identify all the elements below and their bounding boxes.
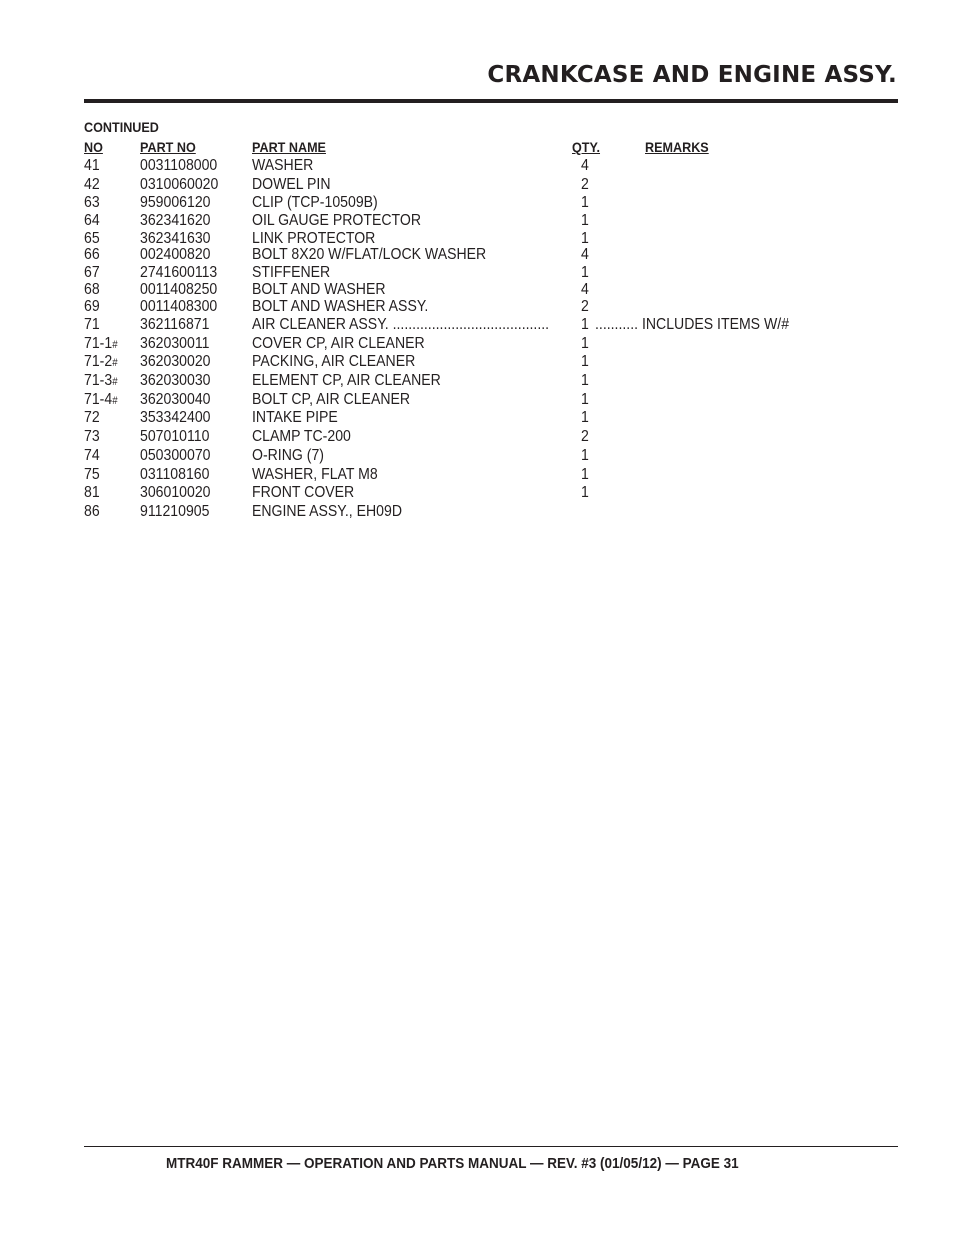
row-qty: 1 [581,212,589,229]
row-no: 72 [84,409,100,426]
row-part-no: 507010110 [140,428,210,445]
row-part-name: OIL GAUGE PROTECTOR [252,212,421,229]
table-row [0,391,954,409]
row-part-name: O-RING (7) [252,447,324,464]
row-part-name: WASHER, FLAT M8 [252,466,378,483]
row-part-name: CLIP (TCP-10509B) [252,194,378,211]
row-part-name: BOLT 8X20 W/FLAT/LOCK WASHER [252,246,487,263]
row-part-no: 0310060020 [140,176,219,193]
row-part-no: 362030030 [140,372,211,389]
table-row [0,503,954,521]
row-part-name: AIR CLEANER ASSY. ........................................ [252,316,550,333]
row-remarks: ........... INCLUDES ITEMS W/# [595,316,790,333]
table-row [0,264,954,282]
row-no: 73 [84,428,100,445]
row-part-no: 362341630 [140,230,211,247]
row-part-no: 0011408300 [140,298,218,315]
column-header-part-name: PART NAME [252,139,326,155]
row-no: 64 [84,212,100,229]
row-qty: 1 [581,484,589,501]
table-row [0,409,954,427]
row-no: 71 [84,316,100,333]
row-qty: 1 [581,466,589,483]
row-part-name: COVER CP, AIR CLEANER [252,335,425,352]
row-no-suffix: # [112,395,118,407]
row-part-no: 002400820 [140,246,211,263]
row-part-name: BOLT AND WASHER ASSY. [252,298,429,315]
row-part-name: INTAKE PIPE [252,409,338,426]
row-part-no: 362341620 [140,212,211,229]
row-part-name: BOLT AND WASHER [252,281,386,298]
row-part-no: 2741600113 [140,264,218,281]
row-no: 75 [84,466,100,483]
row-no: 42 [84,176,100,193]
table-row [0,157,954,175]
page-footer: MTR40F RAMMER — OPERATION AND PARTS MANUAL — REV. #3 (01/05/12) — PAGE 31 [166,1155,739,1172]
row-part-name: ENGINE ASSY., EH09D [252,503,402,520]
table-row [0,353,954,371]
row-part-no: 050300070 [140,447,211,464]
row-no: 71-2# [84,353,118,370]
table-row [0,335,954,353]
row-no: 71-4# [84,391,118,408]
row-part-name: ELEMENT CP, AIR CLEANER [252,372,441,389]
row-part-no: 362030020 [140,353,211,370]
row-part-no: 362030011 [140,335,210,352]
column-header-no: NO [84,139,103,155]
row-no: 66 [84,246,100,263]
row-no: 67 [84,264,100,281]
row-no: 69 [84,298,100,315]
row-no: 86 [84,503,100,520]
table-row [0,484,954,502]
row-part-name: FRONT COVER [252,484,355,501]
row-qty: 1 [581,230,589,247]
row-qty: 1 [581,391,589,408]
row-part-name: LINK PROTECTOR [252,230,376,247]
column-header-qty: QTY. [572,139,601,155]
row-qty: 1 [581,316,589,333]
row-part-no: 362030040 [140,391,211,408]
row-no: 68 [84,281,100,298]
row-part-no: 911210905 [140,503,210,520]
page-title: CRANKCASE AND ENGINE ASSY. [487,62,897,88]
table-row [0,447,954,465]
row-part-name: BOLT CP, AIR CLEANER [252,391,411,408]
row-part-no: 306010020 [140,484,211,501]
table-row [0,466,954,484]
row-qty: 1 [581,409,589,426]
title-divider [84,99,898,103]
column-header-remarks: REMARKS [645,139,709,155]
row-no: 71-3# [84,372,118,389]
row-no: 41 [84,157,100,174]
row-no: 63 [84,194,100,211]
row-qty: 1 [581,194,589,211]
row-qty: 4 [581,246,589,263]
row-no: 74 [84,447,100,464]
row-no: 81 [84,484,100,501]
row-no-suffix: # [112,357,118,369]
row-part-name: DOWEL PIN [252,176,331,193]
row-part-name: STIFFENER [252,264,331,281]
table-row [0,246,954,264]
row-no: 65 [84,230,100,247]
row-part-no: 031108160 [140,466,210,483]
row-qty: 1 [581,335,589,352]
table-row [0,281,954,299]
row-qty: 1 [581,372,589,389]
row-part-name: PACKING, AIR CLEANER [252,353,416,370]
row-qty: 2 [581,298,589,315]
row-no-suffix: # [112,376,118,388]
row-part-no: 0031108000 [140,157,218,174]
row-qty: 4 [581,157,589,174]
row-qty: 1 [581,447,589,464]
row-no-suffix: # [112,339,118,351]
table-row [0,176,954,194]
row-qty: 2 [581,428,589,445]
row-qty: 1 [581,353,589,370]
row-qty: 4 [581,281,589,298]
table-row [0,194,954,212]
row-part-no: 959006120 [140,194,211,211]
table-row [0,212,954,230]
row-part-no: 353342400 [140,409,211,426]
table-row [0,298,954,316]
footer-divider [84,1146,898,1147]
table-row [0,428,954,446]
row-part-no: 0011408250 [140,281,218,298]
table-row [0,316,954,334]
row-part-name: CLAMP TC-200 [252,428,351,445]
row-part-no: 362116871 [140,316,210,333]
row-no: 71-1# [84,335,118,352]
row-qty: 1 [581,264,589,281]
table-row [0,372,954,390]
row-qty: 2 [581,176,589,193]
column-header-part-no: PART NO [140,139,196,155]
row-part-name: WASHER [252,157,314,174]
continued-label: CONTINUED [84,119,159,135]
